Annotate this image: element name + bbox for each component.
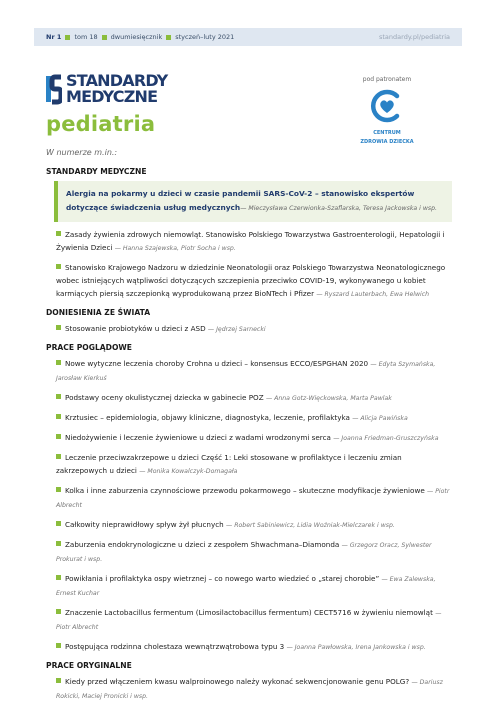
article-title: Powikłania i profilaktyka ospy wietrznej – co nowego warto wiedzieć o „starej chorobie” bbox=[65, 574, 380, 583]
patron-org-line-1: CENTRUM bbox=[373, 130, 401, 136]
section-heading-standardy: STANDARDY MEDYCZNE bbox=[46, 167, 147, 176]
section-heading-doniesienia: DONIESIENIA ZE ŚWIATA bbox=[46, 308, 151, 317]
brand-line-2: MEDYCZNE bbox=[66, 87, 158, 106]
list-item[interactable] bbox=[56, 431, 452, 445]
green-square-bullet-icon bbox=[56, 231, 61, 236]
green-square-bullet-icon bbox=[56, 264, 61, 269]
list-item[interactable] bbox=[56, 357, 452, 385]
article-authors: — Piotr Albrecht bbox=[56, 488, 450, 509]
green-square-bullet-icon bbox=[56, 360, 61, 365]
article-title: Podstawy oceny okulistycznej dziecka w gabinecie POZ bbox=[65, 393, 264, 402]
list-item[interactable] bbox=[56, 538, 452, 566]
list-item[interactable] bbox=[56, 411, 452, 425]
green-square-bullet-icon bbox=[56, 414, 61, 419]
brand-logo bbox=[46, 72, 167, 106]
featured-article-authors: — Mieczysława Czerwionka-Szaflarska, Teresa Jackowska i wsp. bbox=[240, 205, 438, 212]
article-authors: — Ewa Zalewska, Ernest Kuchar bbox=[56, 576, 436, 597]
list-item[interactable] bbox=[56, 322, 452, 336]
list-item[interactable] bbox=[56, 261, 452, 301]
article-authors: — Dariusz Rokicki, Maciej Pronicki i wsp. bbox=[56, 679, 443, 700]
featured-article[interactable] bbox=[54, 181, 452, 222]
patron-org-line-2: ZDROWIA DZIECKA bbox=[360, 139, 414, 145]
article-authors: — Alicja Pawińska bbox=[352, 415, 408, 422]
featured-article-title bbox=[66, 187, 444, 216]
article-authors: — Edyta Szymańska, Jarosław Kierkuś bbox=[56, 361, 436, 382]
article-title: Krztusiec – epidemiologia, objawy kliniczne, diagnostyka, leczenie, profilaktyka bbox=[65, 413, 350, 422]
table-of-contents bbox=[46, 148, 452, 709]
green-square-bullet-icon bbox=[56, 487, 61, 492]
list-item[interactable] bbox=[56, 484, 452, 512]
green-square-bullet-icon bbox=[56, 394, 61, 399]
article-title: Całkowity nieprawidłowy spływ żył płucnych bbox=[65, 520, 224, 529]
square-separator-icon bbox=[65, 35, 70, 40]
brand-wordmark bbox=[66, 73, 167, 105]
green-square-bullet-icon bbox=[56, 541, 61, 546]
article-title: Stanowisko Krajowego Nadzoru w dziedzinie Neonatologii oraz Polskiego Towarzystwa Neonatologicznego wobec istniejących wątpliwości dotyczących szczepienia przeciwko COVID-19, wykonywanego u kobiet karmiących piersią szczepionką wyprodukowaną przez BioNTech i Pfizer bbox=[56, 263, 446, 298]
patronage-block bbox=[352, 76, 422, 145]
article-authors: — Jędrzej Sarnecki bbox=[207, 326, 266, 333]
patronage-label: pod patronatem bbox=[362, 76, 412, 83]
article-authors: — Piotr Albrecht bbox=[56, 610, 442, 631]
contents-intro: W numerze m.in.: bbox=[46, 148, 118, 157]
list-item[interactable] bbox=[56, 606, 452, 634]
green-square-bullet-icon bbox=[56, 521, 61, 526]
article-authors: — Ryszard Lauterbach, Ewa Helwich bbox=[316, 291, 430, 298]
list-item[interactable] bbox=[56, 675, 452, 703]
article-title: Kiedy przed włączeniem kwasu walproinowego należy wykonać sekwencjonowanie genu POLG? bbox=[65, 677, 410, 686]
issue-date: styczeń–luty 2021 bbox=[175, 33, 235, 41]
article-title: Leczenie przeciwzakrzepowe u dzieci Część 1: Leki stosowane w profilaktyce i leczeniu zmian zakrzepowych u dzieci bbox=[56, 453, 402, 475]
green-square-bullet-icon bbox=[56, 454, 61, 459]
brand-line-1: STANDARDY bbox=[66, 71, 168, 90]
article-title: Zasady żywienia zdrowych niemowląt. Stanowisko Polskiego Towarzystwa Gastroenterologii, Hepatologii i Żywienia Dzieci bbox=[56, 230, 445, 252]
frequency: dwumiesięcznik bbox=[110, 33, 163, 41]
article-title: Postępująca rodzinna cholestaza wewnątrzwątrobowa typu 3 bbox=[65, 642, 285, 651]
article-authors: — Anna Gotz-Więckowska, Marta Pawlak bbox=[265, 395, 392, 402]
green-square-bullet-icon bbox=[56, 575, 61, 580]
square-separator-icon bbox=[166, 35, 171, 40]
list-item[interactable] bbox=[56, 572, 452, 600]
site-url[interactable]: standardy.pl/pediatria bbox=[379, 33, 450, 41]
article-title: Nowe wytyczne leczenia choroby Crohna u dzieci – konsensus ECCO/ESPGHAN 2020 bbox=[65, 359, 369, 368]
header-bar bbox=[34, 28, 462, 46]
square-separator-icon bbox=[102, 35, 107, 40]
list-item[interactable] bbox=[56, 391, 452, 405]
list-item[interactable] bbox=[56, 640, 452, 654]
featured-title-text: Alergia na pokarmy u dzieci w czasie pandemii SARS-CoV-2 – stanowisko ekspertów dotyczące świadczenia usług medycznych bbox=[66, 189, 415, 212]
section-heading-oryginalne: PRACE ORYGINALNE bbox=[46, 661, 132, 670]
article-authors: — Hanna Szajewska, Piotr Socha i wsp. bbox=[114, 245, 236, 252]
green-square-bullet-icon bbox=[56, 609, 61, 614]
section-heading-poglady: PRACE POGLĄDOWE bbox=[46, 343, 132, 352]
issue-meta bbox=[46, 33, 234, 41]
list-item[interactable] bbox=[56, 518, 452, 532]
article-title: Niedożywienie i leczenie żywieniowe u dzieci z wadami wrodzonymi serca bbox=[65, 433, 331, 442]
article-title: Zaburzenia endokrynologiczne u dzieci z zespołem Shwachmana–Diamonda bbox=[65, 540, 340, 549]
green-square-bullet-icon bbox=[56, 678, 61, 683]
green-square-bullet-icon bbox=[56, 325, 61, 330]
article-authors: — Joanna Pawłowska, Irena Jankowska i wsp. bbox=[286, 644, 426, 651]
article-title: Kolka i inne zaburzenia czynnościowe przewodu pokarmowego – skuteczne modyfikacje żywieniowe bbox=[65, 486, 425, 495]
article-title: Stosowanie probiotyków u dzieci z ASD bbox=[65, 324, 206, 333]
issue-number: Nr 1 bbox=[46, 33, 62, 41]
green-square-bullet-icon bbox=[56, 643, 61, 648]
article-authors: — Joanna Friedman-Gruszczyńska bbox=[333, 435, 439, 442]
article-authors: — Robert Sabiniewicz, Lidia Woźniak-Mielczarek i wsp. bbox=[226, 522, 395, 529]
list-item[interactable] bbox=[56, 451, 452, 478]
section-title: pediatria bbox=[46, 112, 156, 136]
list-item[interactable] bbox=[56, 228, 452, 255]
article-title: Znaczenie Lactobacillus fermentum (Limosilactobacillus fermentum) CECT5716 w żywieniu niemowląt bbox=[65, 608, 433, 617]
volume: tom 18 bbox=[74, 33, 98, 41]
heart-c-emblem-icon bbox=[370, 89, 404, 123]
standardy-s-logo-icon bbox=[46, 72, 62, 106]
article-authors: — Grzegorz Oracz, Sylwester Prokurat i wsp. bbox=[56, 542, 432, 563]
green-square-bullet-icon bbox=[56, 434, 61, 439]
article-authors: — Monika Kowalczyk-Domagała bbox=[139, 468, 238, 475]
